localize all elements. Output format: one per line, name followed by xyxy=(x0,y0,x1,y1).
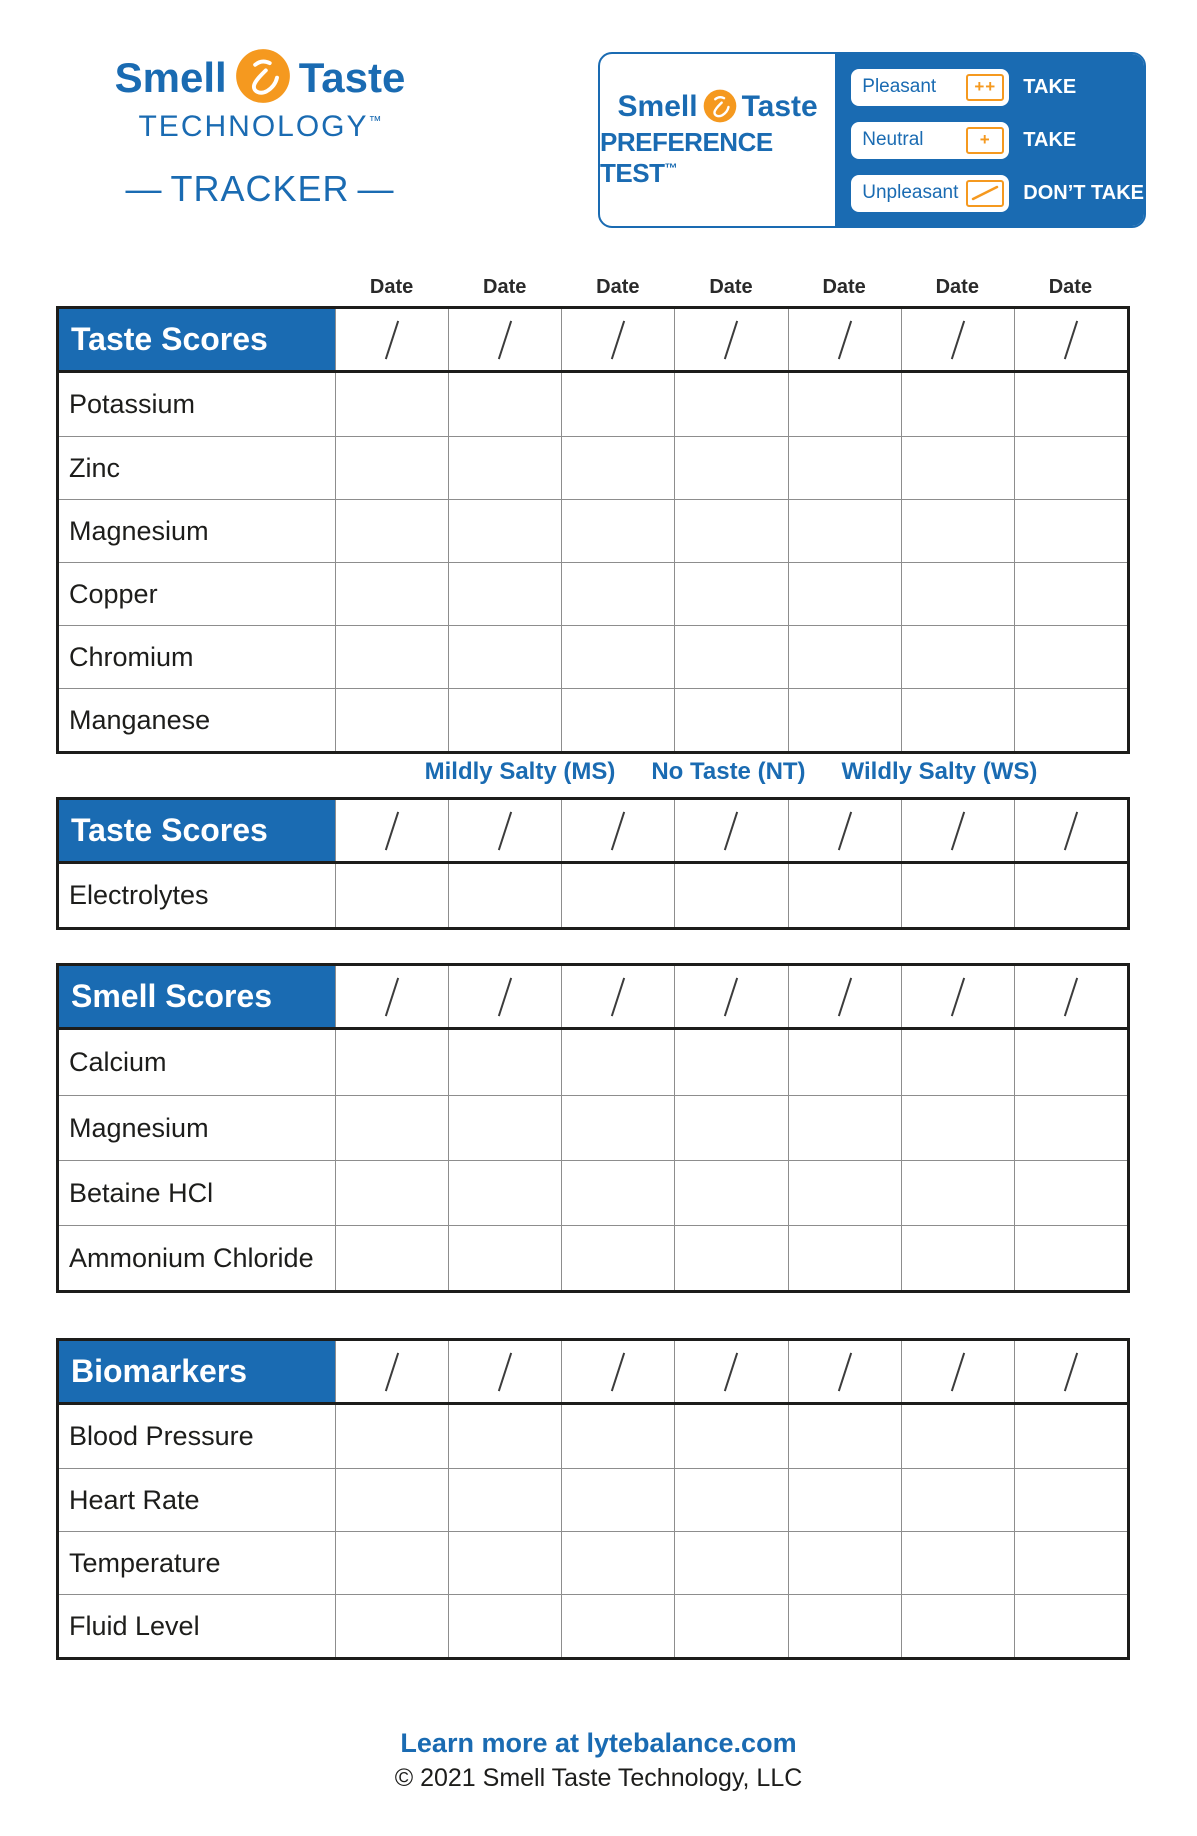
score-cell[interactable] xyxy=(788,1532,901,1594)
score-cell[interactable] xyxy=(674,626,787,688)
slash-mark xyxy=(951,320,965,359)
header-slash-cell xyxy=(788,1341,901,1402)
score-cell[interactable] xyxy=(788,864,901,927)
slash-mark xyxy=(951,811,965,850)
slash-icon xyxy=(966,180,1004,207)
table-row xyxy=(59,1095,1127,1160)
preference-test-card xyxy=(598,52,1146,228)
header-slash-cell xyxy=(335,309,448,370)
row-label: Blood Pressure xyxy=(69,1421,254,1451)
score-cell[interactable] xyxy=(1014,373,1127,436)
score-cell[interactable] xyxy=(901,1096,1014,1160)
footer-copyright: © 2021 Smell Taste Technology, LLC xyxy=(394,1764,803,1792)
row-label: Chromium xyxy=(69,641,194,672)
score-cell[interactable] xyxy=(335,373,448,436)
score-cell[interactable] xyxy=(1014,500,1127,562)
score-cell[interactable] xyxy=(448,563,561,625)
slash-mark xyxy=(724,811,738,850)
header-slash-cell xyxy=(1014,309,1127,370)
score-cell[interactable] xyxy=(335,1405,448,1468)
table-row xyxy=(59,499,1127,562)
slash-mark xyxy=(385,1352,399,1391)
score-cell[interactable] xyxy=(1014,864,1127,927)
score-cell[interactable] xyxy=(335,1030,448,1095)
score-cell[interactable] xyxy=(674,1030,787,1095)
tongue-circle-icon xyxy=(235,48,291,104)
table-row xyxy=(59,864,1127,927)
score-cell[interactable] xyxy=(1014,1226,1127,1290)
score-cell[interactable] xyxy=(1014,1595,1127,1657)
header-slash-cell xyxy=(1014,966,1127,1027)
row-label: Ammonium Chloride xyxy=(69,1242,314,1273)
table-header-row xyxy=(59,966,1127,1030)
preference-row xyxy=(851,69,1144,106)
row-label: Calcium xyxy=(69,1047,167,1077)
score-cell[interactable] xyxy=(561,1161,674,1225)
table-row xyxy=(59,1160,1127,1225)
legend-item: Mildly Salty (MS) xyxy=(424,758,616,785)
score-cell[interactable] xyxy=(448,626,561,688)
header-slash-cell xyxy=(901,309,1014,370)
table-row xyxy=(59,1594,1127,1657)
score-cell[interactable] xyxy=(1014,1405,1127,1468)
table-title: Smell Scores xyxy=(59,966,335,1027)
slash-mark xyxy=(385,977,399,1016)
score-cell[interactable] xyxy=(674,1532,787,1594)
score-cell[interactable] xyxy=(901,373,1014,436)
header-slash-cell xyxy=(561,309,674,370)
score-cell[interactable] xyxy=(901,500,1014,562)
action-label: TAKE xyxy=(1023,128,1077,151)
score-cell[interactable] xyxy=(901,864,1014,927)
header-slash-cell xyxy=(788,800,901,861)
score-cell[interactable] xyxy=(674,864,787,927)
header-slash-cell xyxy=(788,309,901,370)
score-cell[interactable] xyxy=(788,1405,901,1468)
taste-legend xyxy=(335,758,1127,786)
score-cell[interactable] xyxy=(788,1595,901,1657)
header-slash-cell xyxy=(561,800,674,861)
header-slash-cell xyxy=(448,309,561,370)
score-cell[interactable] xyxy=(788,1161,901,1225)
table-header-row xyxy=(59,800,1127,864)
slash-mark xyxy=(724,320,738,359)
preference-pill xyxy=(851,175,1009,212)
score-cell[interactable] xyxy=(674,500,787,562)
header-slash-cell xyxy=(901,966,1014,1027)
table-taste-scores-electrolytes xyxy=(56,797,1130,930)
header-slash-cell xyxy=(674,1341,787,1402)
row-label: Manganese xyxy=(69,704,211,735)
header-slash-cell xyxy=(335,966,448,1027)
score-cell[interactable] xyxy=(901,689,1014,751)
score-cell[interactable] xyxy=(561,500,674,562)
score-cell[interactable] xyxy=(674,1595,787,1657)
logo-taste: Taste xyxy=(298,54,406,101)
score-cell[interactable] xyxy=(1014,626,1127,688)
score-cell[interactable] xyxy=(335,689,448,751)
score-cell[interactable] xyxy=(901,437,1014,499)
preference-row xyxy=(851,122,1144,159)
tracker-dash-left: — xyxy=(125,168,163,209)
score-cell[interactable] xyxy=(788,626,901,688)
slash-mark xyxy=(724,1352,738,1391)
slash-mark xyxy=(385,320,399,359)
score-cell[interactable] xyxy=(561,1532,674,1594)
header-slash-cell xyxy=(1014,800,1127,861)
slash-mark xyxy=(724,977,738,1016)
score-cell[interactable] xyxy=(561,437,674,499)
legend-item: Wildly Salty (WS) xyxy=(841,758,1038,785)
score-cell[interactable] xyxy=(674,1161,787,1225)
header-slash-cell xyxy=(448,966,561,1027)
score-cell[interactable] xyxy=(561,626,674,688)
row-label: Betaine HCl xyxy=(69,1177,214,1208)
score-cell[interactable] xyxy=(335,1226,448,1290)
pill-label: Unpleasant xyxy=(862,182,959,203)
score-cell[interactable] xyxy=(901,1595,1014,1657)
score-cell[interactable] xyxy=(901,1030,1014,1095)
score-cell[interactable] xyxy=(901,1226,1014,1290)
score-cell[interactable] xyxy=(788,437,901,499)
score-cell[interactable] xyxy=(448,864,561,927)
date-label: Date xyxy=(596,276,640,298)
slash-mark xyxy=(611,320,625,359)
score-cell[interactable] xyxy=(674,1405,787,1468)
header-slash-cell xyxy=(448,800,561,861)
score-cell[interactable] xyxy=(561,1469,674,1531)
score-cell[interactable] xyxy=(674,437,787,499)
score-cell[interactable] xyxy=(901,563,1014,625)
score-cell[interactable] xyxy=(1014,689,1127,751)
score-cell[interactable] xyxy=(561,373,674,436)
table-body xyxy=(59,864,1127,927)
plus-plus-icon: ++ xyxy=(966,74,1004,101)
row-label: Magnesium xyxy=(69,1112,209,1143)
date-label: Date xyxy=(369,276,414,298)
table-row xyxy=(59,373,1127,436)
slash-mark xyxy=(1064,1352,1078,1391)
score-cell[interactable] xyxy=(448,373,561,436)
score-cell[interactable] xyxy=(561,1030,674,1095)
score-cell[interactable] xyxy=(448,500,561,562)
score-cell[interactable] xyxy=(1014,1030,1127,1095)
table-row xyxy=(59,688,1127,751)
preference-rows xyxy=(835,54,1144,226)
table-row xyxy=(59,562,1127,625)
preference-test-title: PREFERENCE TEST™ xyxy=(600,127,773,188)
header-slash-cell xyxy=(1014,1341,1127,1402)
trademark-symbol: ™ xyxy=(368,113,382,128)
preference-brand xyxy=(618,91,818,123)
logo-tracker xyxy=(70,168,450,210)
slash-mark xyxy=(837,1352,851,1391)
preference-pill xyxy=(851,122,1009,159)
slash-mark xyxy=(837,320,851,359)
tongue-circle-icon xyxy=(703,89,737,123)
score-cell[interactable] xyxy=(335,1532,448,1594)
score-cell[interactable] xyxy=(561,1226,674,1290)
score-cell[interactable] xyxy=(448,1532,561,1594)
slash-mark xyxy=(837,811,851,850)
header-slash-cell xyxy=(674,309,787,370)
score-cell[interactable] xyxy=(901,626,1014,688)
score-cell[interactable] xyxy=(901,1469,1014,1531)
score-cell[interactable] xyxy=(788,373,901,436)
score-cell[interactable] xyxy=(448,437,561,499)
row-label: Heart Rate xyxy=(69,1484,200,1515)
preference-test-brand-panel xyxy=(600,54,835,226)
score-cell[interactable] xyxy=(448,1595,561,1657)
table-row xyxy=(59,436,1127,499)
table-header-row xyxy=(59,309,1127,373)
slash-mark xyxy=(498,320,512,359)
score-cell[interactable] xyxy=(561,864,674,927)
table-title: Taste Scores xyxy=(59,800,335,861)
score-cell[interactable] xyxy=(901,1405,1014,1468)
slash-mark xyxy=(498,1352,512,1391)
slash-mark xyxy=(837,977,851,1016)
score-cell[interactable] xyxy=(1014,1532,1127,1594)
row-label: Fluid Level xyxy=(69,1610,200,1641)
date-labels-row xyxy=(335,276,1127,299)
slash-mark xyxy=(1064,320,1078,359)
action-label: DON’T TAKE xyxy=(1023,181,1144,204)
score-cell[interactable] xyxy=(448,689,561,751)
score-cell[interactable] xyxy=(1014,1096,1127,1160)
table-body xyxy=(59,1030,1127,1290)
score-cell[interactable] xyxy=(674,1469,787,1531)
date-label: Date xyxy=(935,276,979,298)
score-cell[interactable] xyxy=(788,500,901,562)
pill-label: Pleasant xyxy=(862,76,937,97)
table-biomarkers xyxy=(56,1338,1130,1660)
score-cell[interactable] xyxy=(448,1096,561,1160)
table-title: Biomarkers xyxy=(59,1341,335,1402)
date-label: Date xyxy=(1048,276,1093,298)
header-slash-cell xyxy=(788,966,901,1027)
score-cell[interactable] xyxy=(788,1469,901,1531)
footer-link[interactable]: Learn more at lytebalance.com xyxy=(400,1728,797,1758)
preference-pill xyxy=(851,69,1009,106)
score-cell[interactable] xyxy=(1014,437,1127,499)
score-cell[interactable] xyxy=(335,1096,448,1160)
row-label: Zinc xyxy=(69,452,121,483)
table-taste-scores-minerals xyxy=(56,306,1130,754)
logo xyxy=(70,52,450,210)
score-cell[interactable] xyxy=(561,563,674,625)
header-slash-cell xyxy=(448,1341,561,1402)
trademark-symbol: ™ xyxy=(664,160,678,176)
score-cell[interactable] xyxy=(335,864,448,927)
score-cell[interactable] xyxy=(674,689,787,751)
row-label: Electrolytes xyxy=(69,880,209,910)
score-cell[interactable] xyxy=(448,1469,561,1531)
score-cell[interactable] xyxy=(335,500,448,562)
row-label: Temperature xyxy=(69,1547,221,1578)
header-slash-cell xyxy=(561,1341,674,1402)
table-row xyxy=(59,1030,1127,1095)
logo-technology: TECHNOLOGY™ xyxy=(138,110,382,143)
score-cell[interactable] xyxy=(901,1161,1014,1225)
score-cell[interactable] xyxy=(788,689,901,751)
slash-mark xyxy=(498,811,512,850)
tracker-dash-right: — xyxy=(357,168,395,209)
preference-row xyxy=(851,175,1144,212)
plus-icon: + xyxy=(966,127,1004,154)
score-cell[interactable] xyxy=(788,1030,901,1095)
score-cell[interactable] xyxy=(561,689,674,751)
score-cell[interactable] xyxy=(1014,1469,1127,1531)
table-body xyxy=(59,373,1127,751)
logo-wordmark xyxy=(70,52,450,104)
row-label: Magnesium xyxy=(69,515,209,546)
date-label: Date xyxy=(483,276,527,298)
logo-smell: Smell xyxy=(114,54,227,101)
score-cell[interactable] xyxy=(788,1226,901,1290)
pill-label: Neutral xyxy=(862,129,924,150)
score-cell[interactable] xyxy=(335,437,448,499)
action-label: TAKE xyxy=(1023,75,1077,98)
pref-logo-taste: Taste xyxy=(741,90,818,123)
header-slash-cell xyxy=(561,966,674,1027)
score-cell[interactable] xyxy=(674,1096,787,1160)
header-slash-cell xyxy=(335,800,448,861)
score-cell[interactable] xyxy=(448,1226,561,1290)
table-title: Taste Scores xyxy=(59,309,335,370)
score-cell[interactable] xyxy=(1014,1161,1127,1225)
table-row xyxy=(59,1468,1127,1531)
header-slash-cell xyxy=(901,800,1014,861)
legend-item: No Taste (NT) xyxy=(651,758,806,785)
score-cell[interactable] xyxy=(335,1595,448,1657)
table-row xyxy=(59,1531,1127,1594)
header-slash-cell xyxy=(674,966,787,1027)
row-label: Copper xyxy=(69,578,158,609)
score-cell[interactable] xyxy=(448,1161,561,1225)
tracker-word: TRACKER xyxy=(170,168,350,209)
table-row xyxy=(59,1405,1127,1468)
slash-mark xyxy=(951,977,965,1016)
score-cell[interactable] xyxy=(448,1030,561,1095)
header-slash-cell xyxy=(674,800,787,861)
slash-mark xyxy=(611,977,625,1016)
score-cell[interactable] xyxy=(335,626,448,688)
date-label: Date xyxy=(709,276,753,298)
score-cell[interactable] xyxy=(788,1096,901,1160)
slash-mark xyxy=(951,1352,965,1391)
row-label: Potassium xyxy=(69,389,196,419)
slash-mark xyxy=(1064,977,1078,1016)
pref-logo-smell: Smell xyxy=(617,90,698,123)
score-cell[interactable] xyxy=(335,1469,448,1531)
table-header-row xyxy=(59,1341,1127,1405)
score-cell[interactable] xyxy=(335,563,448,625)
score-cell[interactable] xyxy=(788,563,901,625)
score-cell[interactable] xyxy=(561,1096,674,1160)
table-row xyxy=(59,1225,1127,1290)
slash-mark xyxy=(498,977,512,1016)
slash-mark xyxy=(1064,811,1078,850)
score-cell[interactable] xyxy=(335,1161,448,1225)
score-cell[interactable] xyxy=(1014,563,1127,625)
score-cell[interactable] xyxy=(448,1405,561,1468)
header-slash-cell xyxy=(335,1341,448,1402)
table-body xyxy=(59,1405,1127,1657)
date-label: Date xyxy=(822,276,866,298)
header-slash-cell xyxy=(901,1341,1014,1402)
slash-mark xyxy=(611,1352,625,1391)
score-cell[interactable] xyxy=(674,373,787,436)
score-cell[interactable] xyxy=(561,1405,674,1468)
score-cell[interactable] xyxy=(674,1226,787,1290)
slash-mark xyxy=(385,811,399,850)
table-row xyxy=(59,625,1127,688)
score-cell[interactable] xyxy=(561,1595,674,1657)
table-smell-scores xyxy=(56,963,1130,1293)
score-cell[interactable] xyxy=(901,1532,1014,1594)
score-cell[interactable] xyxy=(674,563,787,625)
slash-mark xyxy=(611,811,625,850)
